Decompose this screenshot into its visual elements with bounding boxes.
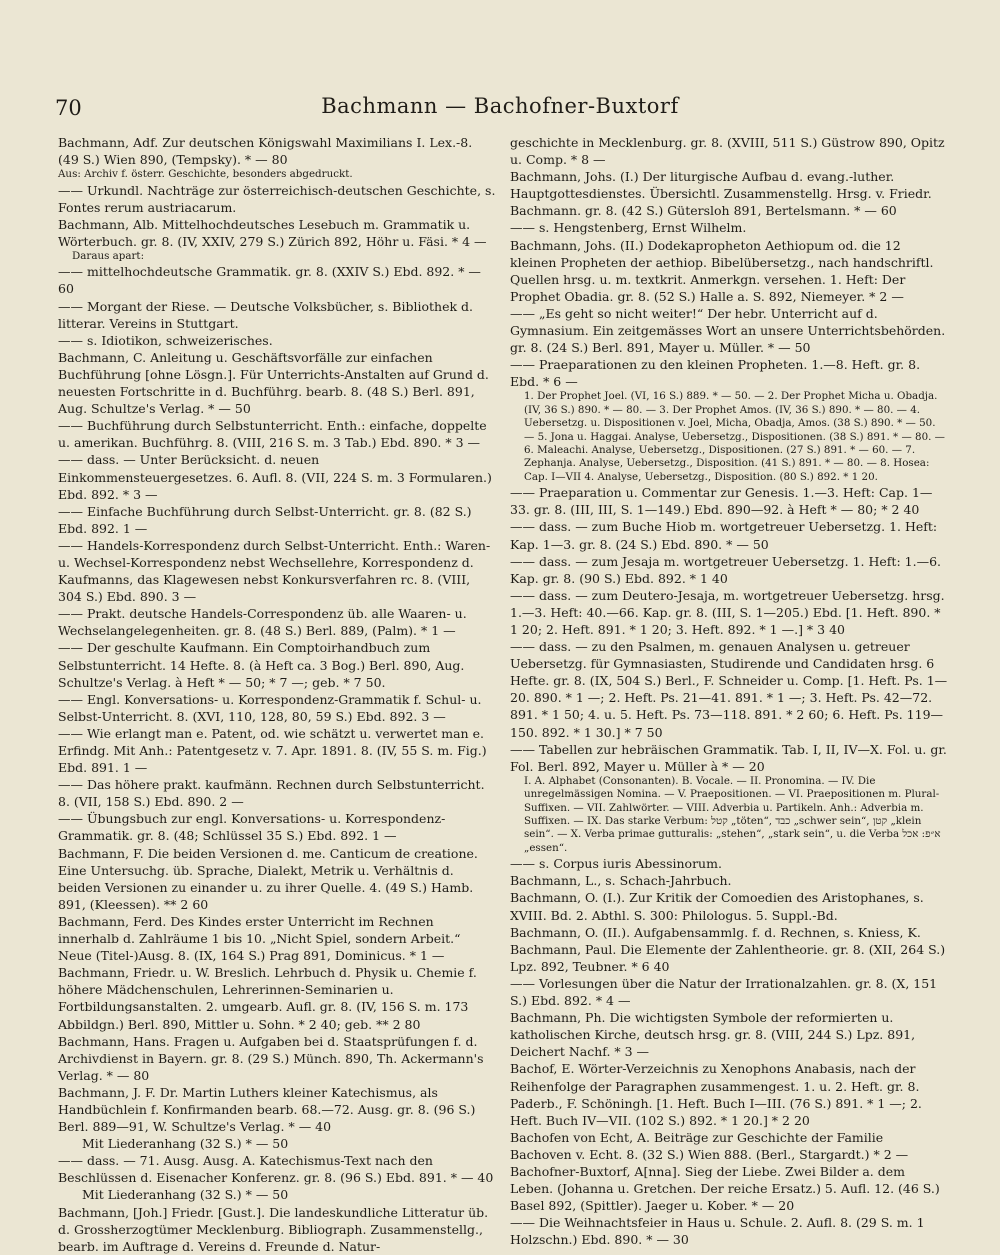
left-column	[58, 134, 496, 1255]
catalog-entry: —— Vorlesungen über die Natur der Irrationalzahlen. gr. 8. (X, 151 S.) Ebd. 892. * 4 —	[510, 975, 938, 1009]
catalog-entry: Bachmann, Alb. Mittelhochdeutsches Lesebuch m. Grammatik u. Wörterbuch. gr. 8. (IV, XXIV, 279 S.) Zürich 892, Höhr u. Fäsi. * 4 —	[58, 216, 487, 249]
catalog-entry: —— Buchführung durch Selbstunterricht. Enth.: einfache, doppelte u. amerikan. Buchführg. 8. (VIII, 216 S. m. 3 Tab.) Ebd. 890. * 3 —	[58, 418, 487, 451]
catalog-entry: Bachmann, Johs. (I.) Der liturgische Aufbau d. evang.-luther. Hauptgottesdienstes. Übersichtl. Zusammenstellg. Hrsg. v. Friedr. Bachmann. gr. 8. (42 S.) Gütersloh 891, Bertelsmann. * — 60	[510, 169, 932, 219]
catalog-entry: —— Prakt. deutsche Handels-Correspondenz üb. alle Waaren- u. Wechselangelegenheiten. gr. 8. (48 S.) Berl. 889, (Palm). * 1 —	[58, 606, 467, 639]
catalog-entry: Bachmann, Friedr. u. W. Breslich. Lehrbuch d. Physik u. Chemie f. höhere Mädchenschulen, Lehrerinnen-Seminarien u. Fortbildungsanstalten. 2. umgearb. Aufl. gr. 8. (IV, 156 S. m. 173 Abbildgn.) Berl. 890, Mittler u. Sohn. * 2 40; geb. ** 2 80	[58, 965, 477, 1032]
catalog-entry: —— Praeparationen zu den kleinen Propheten. 1.—8. Heft. gr. 8. Ebd. * 6 —	[510, 357, 921, 390]
page-number: 70	[55, 96, 82, 120]
catalog-entry: —— Handels-Korrespondenz durch Selbst-Unterricht. Enth.: Waren- u. Wechsel-Korrespondenz nebst Wechsellehre, Korrespondenz d. Kaufmanns, das Klagewesen nebst Konkursverfahren rc. 8. (VIII, 304 S.) Ebd. 890. 3 —	[58, 537, 491, 605]
catalog-entry: Bachmann, J. F. Dr. Martin Luthers kleiner Katechismus, als Handbüchlein f. Konfirmanden bearb. 68.—72. Ausg. gr. 8. (96 S.) Berl. 889—91, W. Schultze's Verlag. * — 40	[58, 1084, 476, 1135]
catalog-entry: —— dass. — Unter Berücksicht. d. neuen Einkommensteuergesetzes. 6. Aufl. 8. (VII, 224 S. m. 3 Formularen.) Ebd. 892. * 3 —	[58, 452, 492, 502]
catalog-entry: Bachmann, C. Anleitung u. Geschäftsvorfälle zur einfachen Buchführung [ohne Lösgn.]. Für Unterrichts-Anstalten auf Grund d. neuesten Fortschritte in d. Buchführg. bearb. 8. (48 S.) Berl. 891, Aug. Schultze's Verlag. * — 50	[58, 349, 489, 417]
catalog-entry: Bachmann, Adf. Zur deutschen Königswahl Maximilians I. Lex.-8. (49 S.) Wien 890, (Tempsky). * — 80	[58, 135, 473, 168]
catalog-entry: Bachmann, L., s. Schach-Jahrbuch.	[510, 873, 732, 889]
catalog-entry: —— Übungsbuch zur engl. Konversations- u. Korrespondenz-Grammatik. gr. 8. (48; Schlüssel 35 S.) Ebd. 892. 1 —	[58, 811, 446, 844]
catalog-entry: Mit Liederanhang (32 S.) * — 50	[82, 1187, 289, 1203]
catalog-entry: Bachmann, Johs. (II.) Dodekapropheton Aethiopum od. die 12 kleinen Propheten der aethiop. Bibelübersetzg., nach handschriftl. Quellen hrsg. u. m. textkrit. Anmerkgn. versehen. 1. Heft: Der Prophet Obadia. gr. 8. (52 S.) Halle a. S. 892, Niemeyer. * 2 —	[510, 237, 934, 304]
catalog-entry: Mit Liederanhang (32 S.) * — 50	[82, 1136, 289, 1152]
catalog-note: 1. Der Prophet Joel. (VI, 16 S.) 889. * — 50. — 2. Der Prophet Micha u. Obadja. (IV, 36 S.) 890. * — 80. — 3. Der Prophet Amos. (IV, 36 S.) 890. * — 80. — 4. Uebersetzg. u. Dispositionen v. Joel, Micha, Obadja, Amos. (38 S.) 890. * — 50. — 5. Jona u. Haggai. Analyse, Uebersetzg., Dispositionen. (38 S.) 891. * — 80. — 6. Maleachi. Analyse, Uebersetzg., Dispositionen. (27 S.) 891. * — 60. — 7. Zephanja. Analyse, Uebersetzg., Disposition. (41 S.) 891. * — 80. — 8. Hosea: Cap. I—VII 4. Analyse, Uebersetzg., Disposition. (80 S.) 892. * 1 20.	[524, 390, 945, 483]
catalog-entry: —— Morgant der Riese. — Deutsche Volksbücher, s. Bibliothek d. litterar. Vereins in Stuttgart.	[58, 298, 473, 331]
catalog-entry: Bachmann, Paul. Die Elemente der Zahlentheorie. gr. 8. (XII, 264 S.) Lpz. 892, Teubner. * 6 40	[510, 941, 946, 974]
catalog-entry: —— Einfache Buchführung durch Selbst-Unterricht. gr. 8. (82 S.) Ebd. 892. 1 —	[58, 503, 472, 536]
catalog-entry: —— „Es geht so nicht weiter!“ Der hebr. Unterricht auf d. Gymnasium. Ein zeitgemässes Wort an unsere Unterrichtsbehörden. gr. 8. (24 S.) Berl. 891, Mayer u. Müller. * — 50	[510, 305, 946, 356]
running-head: Bachmann — Bachofner-Buxtorf	[321, 94, 679, 118]
catalog-entry: —— Tabellen zur hebräischen Grammatik. Tab. I, II, IV—X. Fol. u. gr. Fol. Berl. 892, Mayer u. Müller à * — 20	[510, 741, 947, 774]
catalog-entry: —— dass. — 71. Ausg. Ausg. A. Katechismus-Text nach den Beschlüssen d. Eisenacher Konferenz. gr. 8. (96 S.) Ebd. 891. * — 40	[58, 1153, 494, 1186]
catalog-entry: —— dass. — zum Jesaja m. wortgetreuer Uebersetzg. 1. Heft: 1.—6. Kap. gr. 8. (90 S.) Ebd. 892. * 1 40	[510, 553, 941, 586]
catalog-entry: Bachofner-Buxtorf, A[nna]. Sieg der Liebe. Zwei Bilder a. dem Leben. (Johanna u. Gretchen. Der reiche Ersatz.) 5. Aufl. 12. (46 S.) Basel 892, (Spittler). Jaeger u. Kober. * — 20	[510, 1163, 940, 1214]
catalog-entry: —— s. Corpus iuris Abessinorum.	[510, 856, 722, 872]
catalog-entry: —— s. Idiotikon, schweizerisches.	[58, 332, 273, 348]
catalog-entry: —— Urkundl. Nachträge zur österreichisch-deutschen Geschichte, s. Fontes rerum austriacarum.	[58, 182, 496, 215]
catalog-note: Daraus apart:	[72, 249, 145, 262]
catalog-entry: —— s. Hengstenberg, Ernst Wilhelm.	[510, 220, 747, 236]
right-column	[510, 134, 948, 1248]
catalog-entry: —— dass. — zum Deutero-Jesaja, m. wortgetreuer Uebersetzg. hrsg. 1.—3. Heft: 40.—66. Kap. gr. 8. (III, S. 1—205.) Ebd. [1. Heft. 890. * 1 20; 2. Heft. 891. * 1 20; 3. Heft. 892. * 1 —.] * 3 40	[510, 587, 945, 637]
catalog-entry: Bachmann, F. Die beiden Versionen d. me. Canticum de creatione. Eine Untersuchg. üb. Sprache, Dialekt, Metrik u. Verhältnis d. beiden Versionen zu einander u. zu ihrer Quelle. 4. (49 S.) Hamb. 891, (Kleessen). ** 2 60	[58, 845, 478, 912]
catalog-entry: Bachofen von Echt, A. Beiträge zur Geschichte der Familie Bachoven v. Echt. 8. (32 S.) Wien 888. (Berl., Stargardt.) * 2 —	[510, 1129, 909, 1162]
catalog-entry: Bachmann, Ph. Die wichtigsten Symbole der reformierten u. katholischen Kirche, deutsch hrsg. gr. 8. (VIII, 244 S.) Lpz. 891, Deichert Nachf. * 3 —	[510, 1010, 916, 1060]
catalog-entry: Bachof, E. Wörter-Verzeichnis zu Xenophons Anabasis, nach der Reihenfolge der Paragraphen zusammengest. 1. u. 2. Heft. gr. 8. Paderb., F. Schöningh. [1. Heft. Buch I—III. (76 S.) 891. * 1 —; 2. Heft. Buch IV—VII. (102 S.) 892. * 1 20.] * 2 20	[510, 1061, 922, 1128]
catalog-entry: —— Wie erlangt man e. Patent, od. wie schätzt u. verwertet man e. Erfindg. Mit Anh.: Patentgesetz v. 7. Apr. 1891. 8. (IV, 55 S. m. Fig.) Ebd. 891. 1 —	[58, 725, 487, 776]
catalog-entry: —— Der geschulte Kaufmann. Ein Comptoirhandbuch zum Selbstunterricht. 14 Hefte. 8. (à Heft ca. 3 Bog.) Berl. 890, Aug. Schultze's Verlag. à Heft * — 50; * 7 —; geb. * 7 50.	[58, 640, 465, 690]
catalog-entry: geschichte in Mecklenburg. gr. 8. (XVIII, 511 S.) Güstrow 890, Opitz u. Comp. * 8 —	[510, 135, 945, 168]
catalog-entry: Bachmann, O. (I.). Zur Kritik der Comoedien des Aristophanes, s. XVIII. Bd. 2. Abthl. S. 300: Philologus. 5. Suppl.-Bd.	[510, 890, 924, 923]
catalog-entry: —— dass. — zum Buche Hiob m. wortgetreuer Uebersetzg. 1. Heft: Kap. 1—3. gr. 8. (24 S.) Ebd. 890. * — 50	[510, 519, 938, 552]
catalog-entry: —— Die Weihnachtsfeier in Haus u. Schule. 2. Aufl. 8. (29 S. m. 1 Holzschn.) Ebd. 890. * — 30	[510, 1215, 925, 1248]
catalog-entry: —— mittelhochdeutsche Grammatik. gr. 8. (XXIV S.) Ebd. 892. * — 60	[58, 264, 481, 297]
catalog-entry: —— dass. — zu den Psalmen, m. genauen Analysen u. getreuer Uebersetzg. für Gymnasiasten, Studirende und Candidaten hrsg. 6 Hefte. gr. 8. (IX, 504 S.) Berl., F. Schneider u. Comp. [1. Heft. Ps. 1—20. 890. * 1 —; 2. Heft. Ps. 21—41. 891. * 1 —; 3. Heft. Ps. 42—72. 891. * 1 50; 4. u. 5. Heft. Ps. 73—118. 891. * 2 60; 6. Heft. Ps. 119—150. 892. * 1 30.] * 7 50	[510, 639, 948, 740]
catalog-entry: Bachmann, O. (II.). Aufgabensammlg. f. d. Rechnen, s. Kniess, K.	[510, 924, 921, 940]
catalog-entry: —— Engl. Konversations- u. Korrespondenz-Grammatik f. Schul- u. Selbst-Unterricht. 8. (XVI, 110, 128, 80, 59 S.) Ebd. 892. 3 —	[58, 691, 482, 724]
catalog-note: Aus: Archiv f. österr. Geschichte, besonders abgedruckt.	[58, 168, 353, 181]
catalog-entry: Bachmann, Ferd. Des Kindes erster Unterricht im Rechnen innerhalb d. Zahlräume 1 bis 10. „Nicht Spiel, sondern Arbeit.“ Neue (Titel-)Ausg. 8. (IX, 164 S.) Prag 891, Dominicus. * 1 —	[58, 913, 461, 964]
catalog-entry: —— Praeparation u. Commentar zur Genesis. 1.—3. Heft: Cap. 1—33. gr. 8. (III, III, S. 1—149.) Ebd. 890—92. à Heft * — 80; * 2 40	[510, 485, 933, 518]
catalog-entry: —— Das höhere prakt. kaufmänn. Rechnen durch Selbstunterricht. 8. (VII, 158 S.) Ebd. 890. 2 —	[58, 777, 485, 810]
catalog-entry: Bachmann, [Joh.] Friedr. [Gust.]. Die landeskundliche Litteratur üb. d. Grossherzogtümer Mecklenburg. Bibliograph. Zusammenstellg., bearb. im Auftrage d. Vereins d. Freunde d. Natur-	[58, 1204, 489, 1254]
catalog-note: I. A. Alphabet (Consonanten). B. Vocale. — II. Pronomina. — IV. Die unregelmässigen Nomina. — V. Praepositionen. — VI. Praepositionen m. Plural-Suffixen. — VII. Zahlwörter. — VIII. Adverbia u. Partikeln. Anh.: Adverbia m. Suffixen. — IX. Das starke Verbum: קטל „töten“, כבד „schwer sein“, קטן „klein sein“. — X. Verba primae gutturalis: „stehen“, „stark sein“, u. die Verba א״פ: אכל „essen“.	[524, 774, 941, 854]
catalog-entry: Bachmann, Hans. Fragen u. Aufgaben bei d. Staatsprüfungen f. d. Archivdienst in Bayern. gr. 8. (29 S.) Münch. 890, Th. Ackermann's Verlag. * — 80	[58, 1033, 484, 1083]
